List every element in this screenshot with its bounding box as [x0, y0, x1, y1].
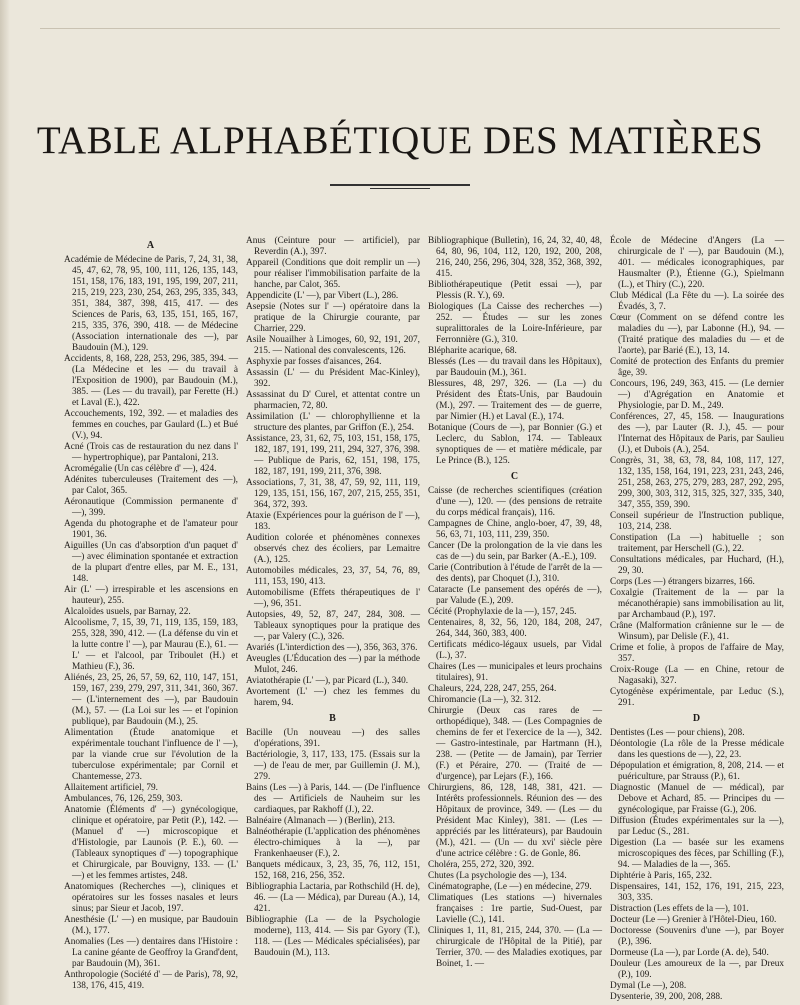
index-entry: Chutes (La psychologie des —), 134. — [428, 871, 567, 881]
index-entry: Climatiques (Les stations —) hivernales françaises : 1re partie, Sud-Ouest, par Lavielle (C.), 141. — [428, 893, 602, 925]
index-entry: Balnéothérapie (L'application des phénomènes électro-chimiques à la —), par Frankenhaeuser (F.), 2. — [246, 827, 420, 859]
index-entry: Crâne (Malformation crânienne sur le — de Winsum), par Delisle (F.), 41. — [610, 621, 784, 642]
index-entry: Air (L' —) irrespirable et les ascensions en hauteur), 255. — [64, 585, 238, 606]
index-entry: Acromégalie (Un cas célèbre d' —), 424. — [64, 464, 217, 474]
index-entry: Autopsies, 49, 52, 87, 247, 284, 308. — Tableaux synoptiques pour la pratique des —, par Valery (C.), 326. — [246, 610, 420, 642]
index-entry: Crime et folie, à propos de l'affaire de May, 357. — [610, 643, 784, 664]
index-entry: Anthropologie (Société d' — de Paris), 78, 92, 138, 176, 415, 419. — [64, 970, 238, 991]
index-entry: Automobiles médicales, 23, 37, 54, 76, 89, 111, 153, 190, 413. — [246, 566, 420, 587]
index-entry: Appendicite (L' —), par Vibert (L.), 286. — [246, 291, 399, 301]
index-entry: Cinématographe, (Le —) en médecine, 279. — [428, 882, 592, 892]
index-entry: Diphtérie à Paris, 165, 232. — [610, 871, 712, 881]
index-entry: Assistance, 23, 31, 62, 75, 103, 151, 158, 175, 182, 187, 191, 199, 211, 294, 327, 376, 398. — Publique de Paris, 62, 151, 198, 175, 182, 187, 191, 199, 211, 376, 398. — [246, 434, 420, 477]
index-entry: Bibliographia Lactaria, par Rothschild (H. de), 46. — (La — Médica), par Dureau (A.), 14, 421. — [246, 882, 421, 914]
index-entry: Dispensaires, 141, 152, 176, 191, 215, 223, 303, 335. — [610, 882, 784, 903]
index-entry: Conseil supérieur de l'Instruction publique, 103, 214, 238. — [610, 511, 784, 532]
index-entry: Diffusion (Études expérimentales sur la —), par Leduc (S., 281. — [610, 816, 784, 837]
index-entry: Chaires (Les — municipales et leurs prochains titulaires), 91. — [428, 662, 603, 683]
index-entry: Balnéaire (Almanach — ) (Berlin), 213. — [246, 816, 395, 826]
index-entry: Appareil (Conditions que doit remplir un —) pour réaliser l'immobilisation parfaite de la hanche, par Calot, 365. — [246, 258, 420, 290]
index-entry: Congrès, 31, 38, 63, 78, 84, 108, 117, 127, 132, 135, 158, 164, 191, 223, 231, 243, 246, 251, 258, 263, 275, 279, 283, 287, 292, 295, 299, 300, 303, 312, 315, 325, 327, 335, 340, 347, 355, 359, 390. — [610, 456, 784, 510]
index-entry: Centenaires, 8, 32, 56, 120, 184, 208, 247, 264, 344, 360, 383, 400. — [428, 618, 602, 639]
index-column-1 — [64, 236, 238, 996]
index-entry: Aliénés, 23, 25, 26, 57, 59, 62, 110, 147, 151, 159, 167, 239, 279, 297, 311, 341, 360, 367. — (L'internement des —), par Baudouin (M.), 57. — (La Loi sur les — et l'opinion publique), par Baudouin (M.), 25. — [64, 673, 238, 727]
index-entry: Aéronautique (Commission permanente d' —), 399. — [64, 497, 238, 518]
index-entry: Corps (Les —) étrangers bizarres, 166. — [610, 577, 755, 587]
index-entry: Alimentation (Étude anatomique et expérimentale touchant l'influence de l' —), par la viande crue sur l'évolution de la tuberculose expérimentale; par Cornil et Chantemesse, 273. — [64, 728, 238, 782]
index-entry: Banquets médicaux, 3, 23, 35, 76, 112, 151, 152, 168, 216, 256, 352. — [246, 860, 420, 881]
index-entry: Consultations médicales, par Huchard, (H.), 29, 30. — [610, 555, 784, 576]
section-letter: D — [692, 713, 702, 724]
title-divider — [330, 184, 470, 186]
index-entry: Automobilisme (Effets thérapeutiques de l' —), 96, 351. — [246, 588, 420, 609]
index-entry: Doctoresse (Souvenirs d'une —), par Boyer (P.), 396. — [610, 926, 784, 947]
index-entry: Dysenterie, 39, 200, 208, 288. — [610, 992, 723, 1002]
index-entry: Bactériologie, 3, 117, 133, 175. (Essais sur la —) de l'eau de mer, par Guillemin (J. M.), 279. — [246, 750, 420, 782]
index-entry: Ambulances, 76, 126, 259, 303. — [64, 794, 183, 804]
index-entry: Aviatothérapie (L' —), par Picard (L.), 340. — [246, 676, 409, 686]
index-entry: Chirurgie (Deux cas rares de — orthopédique), 348. — (Les Compagnies de chemins de fer et l'exercice de la —), 342. — Gastro-intestinale, par Hartmann (H.), 238. — (Petite — de Jamain), par Terrier (F.) et Péraire, 270. — (Traité de — d'urgence), par Lejars (F.), 166. — [428, 706, 602, 782]
index-entry: Conférences, 27, 45, 158. — Inaugurations des —), par Lauter (R. J.), 45. — pour l'Internat des Hôpitaux de Paris, par Saulieu (J.), et Dubois (A.), 254. — [610, 412, 784, 455]
index-entry: Dormeuse (La —), par Lorde (A. de), 540. — [610, 948, 769, 958]
index-entry: Dentistes (Les — pour chiens), 208. — [610, 728, 745, 738]
index-entry: Agenda du photographe et de l'amateur pour 1901, 36. — [64, 519, 238, 540]
index-entry: Cécité (Prophylaxie de la —), 157, 245. — [428, 607, 577, 617]
index-entry: Chirurgiens, 86, 128, 148, 381, 421. — Intérêts professionnels. Réunion des — des Hôpitaux de province, 349. — (Les — du Président Mac Kinley), 381. — (Les — appréciés par les littérateurs), par Baudouin (M.), 421. — (Un — du xvi' siècle père d'une actrice célèbre : G. de Gonle, 86. — [428, 783, 602, 859]
index-entry: Bibliothérapeutique (Petit essai —), par Plessis (R. Y.), 69. — [428, 280, 602, 301]
index-entry: Cytogénèse expérimentale, par Leduc (S.), 291. — [610, 687, 784, 708]
index-entry: Blépharite acarique, 68. — [428, 346, 517, 356]
index-entry: Certificats médico-légaux usuels, par Vidal (L.), 37. — [428, 640, 602, 661]
index-entry: Biologiques (La Caisse des recherches —) 252. — Études — sur les zones supralittorales de la Loire-Inférieure, par Ferronnière (G.), 310. — [428, 302, 602, 345]
index-entry: Associations, 7, 31, 38, 47, 59, 92, 111, 119, 129, 135, 151, 156, 167, 207, 215, 255, 351, 364, 372, 393. — [246, 478, 420, 510]
index-entry: Coxalgie (Traitement de la — par la mécanothérapie) sans immobilisation au lit, par Archambaud (P.), 197. — [610, 588, 784, 620]
index-entry: Allaitement artificiel, 79. — [64, 783, 158, 793]
index-entry: Cancer (De la prolongation de la vie dans les cas de —) du sein, par Barker (A.-E.), 109. — [428, 541, 602, 562]
index-column-4 — [610, 236, 784, 1002]
header-rule — [40, 28, 780, 29]
index-entry: Diagnostic (Manuel de — médical), par Debove et Achard, 85. — Principes du — gynécologique, par Fraisse (G.), 206. — [610, 783, 784, 815]
index-entry: Asepsie (Notes sur l' —) opératoire dans la pratique de la Chirurgie courante, par Charrier, 229. — [246, 302, 420, 334]
index-entry: Aveugles (L'Éducation des —) par la méthode Mulot, 246. — [246, 654, 420, 675]
index-entry: Académie de Médecine de Paris, 7, 24, 31, 38, 45, 47, 62, 78, 95, 100, 111, 126, 135, 143, 151, 158, 176, 183, 191, 195, 199, 207, 211, 215, 219, 223, 230, 254, 263, 295, 335, 343, 351, 384, 387, 398, 415, 417. — des Sciences de Paris, 63, 135, 151, 165, 167, 215, 335, 376, 390, 418. — de Médecine (Association internationale des —), par Baudouin (M.), 129. — [64, 255, 238, 353]
index-entry: Bibliographique (Bulletin), 16, 24, 32, 40, 48, 64, 80, 96, 104, 112, 120, 192, 200, 208, 216, 240, 256, 296, 304, 328, 352, 368, 392, 415. — [428, 236, 602, 279]
index-columns — [64, 236, 784, 1002]
index-entry: Choléra, 255, 272, 320, 392. — [428, 860, 535, 870]
index-entry: Aiguilles (Un cas d'absorption d'un paquet d' —) avec élimination spontanée et extraction de la plupart d'entre elles, par M. E., 131, 148. — [64, 541, 238, 584]
title-divider-short — [370, 188, 430, 189]
index-entry: Dépopulation et émigration, 8, 208, 214. — et puériculture, par Strauss (P.), 61. — [610, 761, 784, 782]
index-entry: Dymal (Le —), 208. — [610, 981, 687, 991]
index-entry: Chaleurs, 224, 228, 247, 255, 264. — [428, 684, 557, 694]
index-entry: Asile Nouailher à Limoges, 60, 92, 191, 207, 215. — National des convalescents, 126. — [246, 335, 420, 356]
index-entry: Blessés (Les — du travail dans les Hôpitaux), par Baudouin (M.), 361. — [428, 357, 602, 378]
index-entry: Anesthésie (L' —) en musique, par Baudouin (M.), 177. — [64, 915, 238, 936]
index-entry: Cliniques 1, 11, 81, 215, 244, 370. — (La — chirurgicale de l'Hôpital de la Pitié), par Terrier, 370. — des Maladies exotiques, par Boinet, 1. — — [428, 926, 602, 969]
index-entry: Bacille (Un nouveau —) des salles d'opérations, 391. — [246, 728, 420, 749]
section-letter: C — [510, 471, 520, 482]
index-entry: Distraction (Les effets de la —), 101. — [610, 904, 749, 914]
index-entry: Anatomie (Éléments d' —) gynécologique, clinique et opératoire, par Petit (P.), 142. — (Manuel d' —) microscopique et d'Histologie, par Launois (P. E.), 60. — (Tableaux synoptiques d' —) topographique et Chirurgicale, par Bouvigny, 133. — (L' —) et les femmes artistes, 248. — [64, 805, 238, 881]
index-entry: École de Médecine d'Angers (La — chirurgicale de l' —), par Baudouin (M.), 401. — médicales iconographiques, par Hausmalter (P.), Étienne (G.), Spielmann (L.), et Thiry (C.), 220. — [610, 236, 784, 290]
index-entry: Campagnes de Chine, anglo-boer, 47, 39, 48, 56, 63, 71, 103, 111, 239, 350. — [428, 519, 602, 540]
index-entry: Croix-Rouge (La — en Chine, retour de Nagasaki), 327. — [610, 665, 784, 686]
index-entry: Douleur (Les amoureux de la —, par Dreux (P.), 109. — [610, 959, 784, 980]
index-entry: Acné (Trois cas de restauration du nez dans l' — hypertrophique), par Pantaloni, 213. — [64, 442, 238, 463]
index-entry: Comité de protection des Enfants du premier âge, 39. — [610, 357, 784, 378]
index-entry: Bains (Les —) à Paris, 144. — (De l'influence des — Artificiels de Nauheim sur les cardiaques, par Rakhoff (J.), 22. — [246, 783, 420, 815]
index-entry: Docteur (Le —) Grenier à l'Hôtel-Dieu, 160. — [610, 915, 777, 925]
index-entry: Cœur (Comment on se défend contre les maladies du —), par Labonne (H.), 94. — (Traité pratique des maladies du — et de l'aorte), par Barié (E.), 13, 14. — [610, 313, 784, 356]
index-entry: Avariés (L'interdiction des —), 356, 363, 376. — [246, 643, 418, 653]
index-entry: Adénites tuberculeuses (Traitement des —), par Calot, 365. — [64, 475, 238, 496]
index-entry: Caisse (de recherches scientifiques (création d'une —), 120. — (des pensions de retraite du corps médical français), 116. — [428, 486, 602, 518]
index-entry: Blessures, 48, 297, 326. — (La —) du Président des États-Unis, par Baudouin (M.), 297. — Traitement des — de guerre, par Nimier (H.) et Laval (E.), 174. — [428, 379, 602, 422]
index-entry: Déontologie (La rôle de la Presse médicale dans les questions de —), 22, 23. — [610, 739, 784, 760]
index-entry: Cataracte (Le pansement des opérés de —), par Valude (E.), 209. — [428, 585, 602, 606]
page-title: TABLE ALPHABÉTIQUE DES MATIÈRES — [36, 119, 764, 162]
index-entry: Alcaloïdes usuels, par Barnay, 22. — [64, 607, 191, 617]
section-letter: B — [329, 713, 337, 724]
index-entry: Botanique (Cours de —), par Bonnier (G.) et Leclerc, du Sablon, 174. — Tableaux synoptiques de — et matière médicale, par Le Prince (B.), 125. — [428, 423, 602, 466]
index-entry: Digestion (La — basée sur les examens microscopiques des fèces, par Schilling (F.), 94. — Maladies de la —, 365. — [610, 838, 784, 870]
index-entry: Chiromancie (La —), 32. 312. — [428, 695, 541, 705]
index-column-3 — [428, 236, 602, 996]
index-entry: Avortement (L' —) chez les femmes du harem, 94. — [246, 687, 420, 708]
index-entry: Anomalies (Les —) dentaires dans l'Histoire : La canine géante de Geoffroy la Grand'dent, par Baudouin (M), 361. — [64, 937, 238, 969]
index-entry: Bibliographie (La — de la Psychologie moderne), 113, 414. — Sis par Gyory (T.), 118. — (Les — Médicales spécialisées), par Baudouin (M.), 113. — [246, 915, 420, 958]
index-entry: Assassinat du D' Curel, et attentat contre un pharmacien, 72, 80. — [246, 390, 420, 411]
section-letter: A — [146, 240, 156, 251]
index-entry: Asphyxie par fosses d'aisances, 264. — [246, 357, 382, 367]
index-entry: Club Médical (La Fête du —). La soirée des Évadés, 3, 7. — [610, 291, 784, 312]
index-entry: Anus (Ceinture pour — artificiel), par Reverdin (A.), 397. — [246, 236, 420, 257]
index-entry: Concours, 196, 249, 363, 415. — (Le dernier —) d'Agrégation en Anatomie et Physiologie, par D. M., 249. — [610, 379, 784, 411]
index-entry: Constipation (La —) habituelle ; son traitement, par Herschell (G.), 22. — [610, 533, 784, 554]
index-entry: Accidents, 8, 168, 228, 253, 296, 385, 394. — (La Médecine et les — du travail à l'Exposition de 1900), par Baudouin (M.), 385. — (Les — du travail), par Ferette (H.) et Laval (E.), 422. — [64, 354, 238, 408]
index-entry: Assimilation (L' — chlorophyllienne et la structure des plantes, par Griffon (E.), 254. — [246, 412, 420, 433]
index-entry: Accouchements, 192, 392. — et maladies des femmes en couches, par Gaulard (L.) et Bué (V.), 94. — [64, 409, 238, 441]
index-entry: Anatomiques (Recherches —), cliniques et opératoires sur les fosses nasales et leurs sinus; par Sieur et Jacob, 197. — [64, 882, 238, 914]
index-entry: Ataxie (Expériences pour la guérison de l' —), 183. — [246, 511, 420, 532]
index-entry: Assassin (L' — du Président Mac-Kinley), 392. — [246, 368, 420, 389]
index-column-2 — [246, 236, 420, 996]
index-entry: Carie (Contribution à l'étude de l'arrêt de la — des dents), par Choquet (J.), 310. — [428, 563, 602, 584]
index-entry: Audition colorée et phénomènes connexes observés chez des écoliers, par Lemaitre (A.), 125. — [246, 533, 420, 565]
index-entry: Alcoolisme, 7, 15, 39, 71, 119, 135, 159, 183, 255, 328, 390, 412. — (La défense du vin et la lutte contre l' —), par Maurau (E.), 61. — L' — et l'alcool, par Triboulet (H.) et Mathieu (F.), 36. — [64, 618, 238, 672]
